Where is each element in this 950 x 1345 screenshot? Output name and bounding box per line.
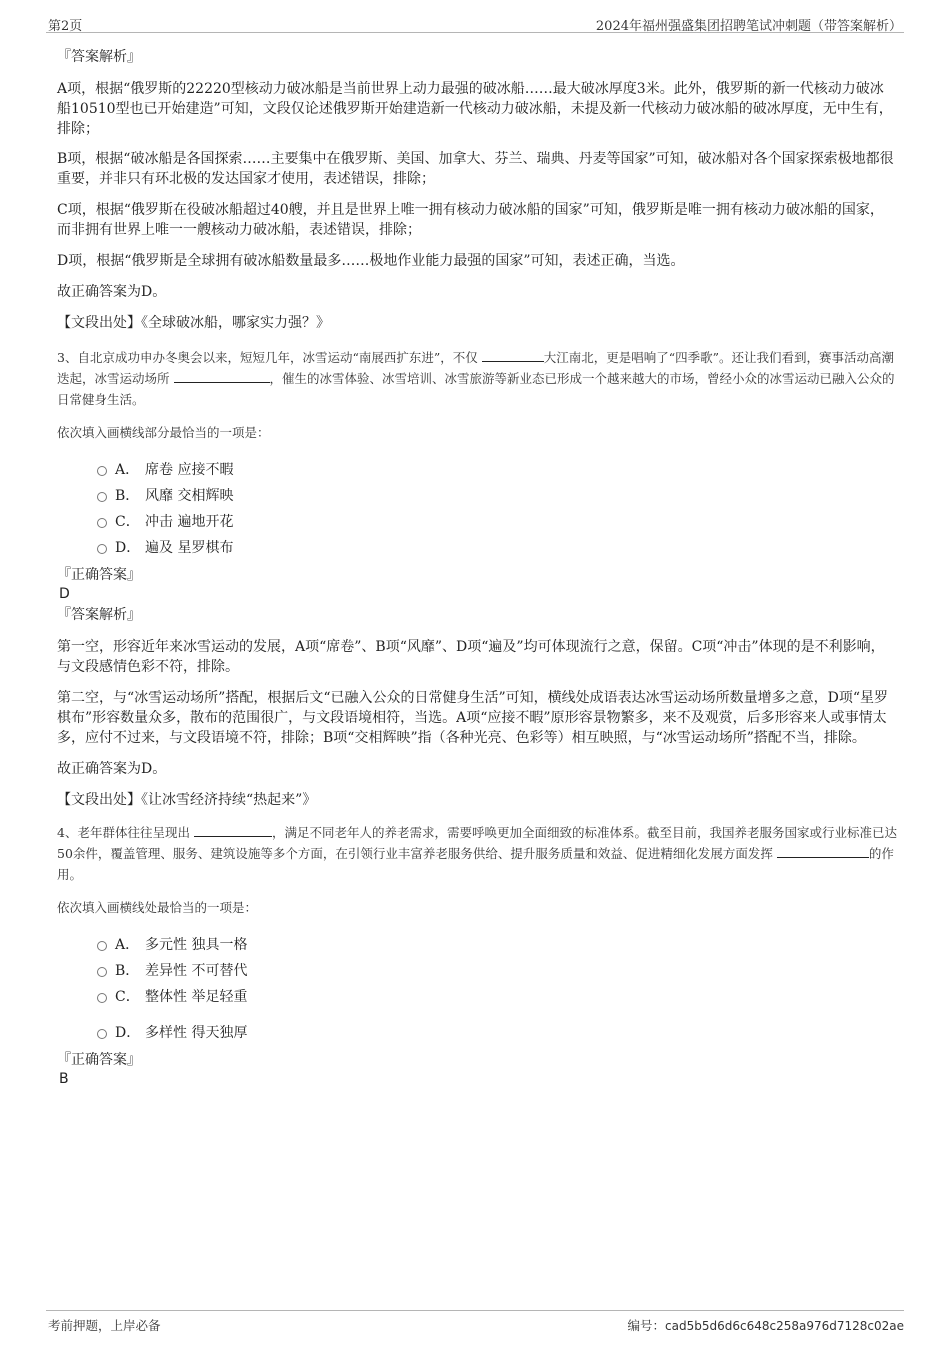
q2-analysis-d: D项，根据“俄罗斯是全球拥有破冰船数量最多……极地作业能力最强的国家”可知，表述正确，当选。	[57, 253, 685, 269]
main-content	[57, 47, 897, 1088]
q3-option-c[interactable]	[57, 509, 897, 535]
radio-icon[interactable]	[97, 466, 107, 476]
q3-stem-part-2: 大江南北，更是唱响了“四季歌”。还让我们看到，赛事活动高潮迭起，冰雪运动场所	[57, 350, 895, 386]
radio-icon[interactable]	[97, 492, 107, 502]
footer-slogan: 考前押题，上岸必备	[48, 1318, 161, 1333]
option-text: 遍及 星罗棋布	[145, 540, 234, 556]
option-text: 差异性 不可替代	[145, 963, 248, 979]
q3-stem-part-3: ，催生的冰雪体验、冰雪培训、冰雪旅游等新业态已形成一个越来越大的市场，曾经小众的冰雪运动已融入公众的日常健身生活。	[57, 371, 895, 407]
option-letter: C．	[115, 514, 140, 530]
q3-stem-part-1: 3、自北京成功申办冬奥会以来，短短几年，冰雪运动“南展西扩东进”，不仅	[57, 350, 478, 365]
radio-icon[interactable]	[97, 1029, 107, 1039]
q4-option-d[interactable]	[57, 1020, 897, 1046]
option-letter: C．	[115, 989, 140, 1005]
q3-answer: D	[59, 586, 70, 602]
q4-option-c[interactable]	[57, 984, 897, 1010]
radio-icon[interactable]	[97, 967, 107, 977]
q3-options	[57, 457, 897, 561]
option-text: 多元性 独具一格	[145, 937, 248, 953]
q3-analysis-tag: 『答案解析』	[57, 607, 141, 623]
q2-conclusion: 故正确答案为D。	[57, 284, 167, 300]
q2-source: 【文段出处】《全球破冰船，哪家实力强？》	[57, 315, 330, 331]
q4-stem-part-3: 的作用。	[57, 846, 894, 882]
q3-prompt: 依次填入画横线部分最恰当的一项是：	[57, 425, 270, 440]
q3-conclusion: 故正确答案为D。	[57, 761, 167, 777]
q4-answer: B	[59, 1071, 69, 1087]
q4-blank-1	[194, 824, 272, 837]
option-letter: B．	[115, 963, 140, 979]
q4-blank-2	[777, 845, 869, 858]
q4-option-a[interactable]	[57, 932, 897, 958]
q3-source: 【文段出处】《让冰雪经济持续“热起来”》	[57, 792, 317, 808]
document-title: 2024年福州强盛集团招聘笔试冲刺题（带答案解析）	[595, 19, 902, 34]
q3-analysis-blank-2: 第二空，与“冰雪运动场所”搭配，根据后文“已融入公众的日常健身生活”可知，横线处成语表达冰雪运动场所数量增多之意，D项“星罗棋布”形容数量众多，散布的范围很广，与文段语境相符，当选。A项“应接不暇”原形容景物繁多，来不及观赏，后多形容来人或事情太多，应付不过来，与文段语境不符，排除；B项“交相辉映”指（各种光亮、色彩等）相互映照，与“冰雪运动场所”搭配不当，排除。	[57, 690, 889, 746]
option-letter: D．	[115, 1025, 141, 1041]
q3-blank-2	[174, 370, 270, 383]
q2-analysis-a: A项，根据“俄罗斯的22220型核动力破冰船是当前世界上动力最强的破冰船……最大破冰厚度3米。此外，俄罗斯的新一代核动力破冰船10510型也已开始建造”可知，文段仅论述俄罗斯开始建造新一代核动力破冰船，未提及新一代核动力破冰船的破冰厚度，无中生有，排除；	[57, 81, 893, 137]
q4-answer-tag: 『正确答案』	[57, 1052, 141, 1068]
q4-stem-part-1: 4、老年群体往往呈现出	[57, 825, 190, 840]
q3-stem	[57, 347, 897, 410]
option-letter: B．	[115, 488, 140, 504]
q3-option-d[interactable]	[57, 535, 897, 561]
q4-option-b[interactable]	[57, 958, 897, 984]
page-number: 第2页	[48, 19, 83, 34]
q3-option-b[interactable]	[57, 483, 897, 509]
option-text: 冲击 遍地开花	[145, 514, 234, 530]
document-code-label: 编号：	[627, 1318, 666, 1333]
page-footer	[46, 1310, 904, 1333]
q4-stem	[57, 822, 897, 885]
option-text: 席卷 应接不暇	[145, 462, 234, 478]
option-text: 风靡 交相辉映	[145, 488, 234, 504]
option-letter: A．	[115, 937, 140, 953]
q2-analysis-c: C项，根据“俄罗斯在役破冰船超过40艘，并且是世界上唯一拥有核动力破冰船的国家”可知，俄罗斯是唯一拥有核动力破冰船的国家，而非拥有世界上唯一一艘核动力破冰船，表述错误，排除；	[57, 202, 884, 238]
q3-answer-tag: 『正确答案』	[57, 567, 141, 583]
radio-icon[interactable]	[97, 544, 107, 554]
radio-icon[interactable]	[97, 993, 107, 1003]
q4-stem-part-2: ，满足不同老年人的养老需求，需要呼唤更加全面细致的标准体系。截至目前，我国养老服务国家或行业标准已达50余件，覆盖管理、服务、建筑设施等多个方面，在引领行业丰富养老服务供给、提升服务质量和效益、促进精细化发展方面发挥	[57, 825, 897, 861]
q3-option-a[interactable]	[57, 457, 897, 483]
q4-prompt: 依次填入画横线处最恰当的一项是：	[57, 900, 258, 915]
q3-blank-1	[482, 349, 544, 362]
option-text: 多样性 得天独厚	[145, 1025, 248, 1041]
page-header	[46, 12, 904, 33]
option-letter: D．	[115, 540, 141, 556]
option-letter: A．	[115, 462, 140, 478]
document-code-value: cad5b5d6d6c648c258a976d7128c02ae	[665, 1319, 904, 1333]
q2-analysis-tag: 『答案解析』	[57, 49, 141, 65]
radio-icon[interactable]	[97, 518, 107, 528]
option-text: 整体性 举足轻重	[145, 989, 248, 1005]
q3-analysis-blank-1: 第一空，形容近年来冰雪运动的发展，A项“席卷”、B项“风靡”、D项“遍及”均可体现流行之意，保留。C项“冲击”体现的是不利影响，与文段感情色彩不符，排除。	[57, 639, 885, 675]
document-code	[628, 1316, 905, 1334]
q4-options	[57, 932, 897, 1046]
q2-analysis-b: B项，根据“破冰船是各国探索……主要集中在俄罗斯、美国、加拿大、芬兰、瑞典、丹麦等国家”可知，破冰船对各个国家探索极地都很重要，并非只有环北极的发达国家才使用，表述错误，排除；	[57, 151, 894, 187]
radio-icon[interactable]	[97, 941, 107, 951]
